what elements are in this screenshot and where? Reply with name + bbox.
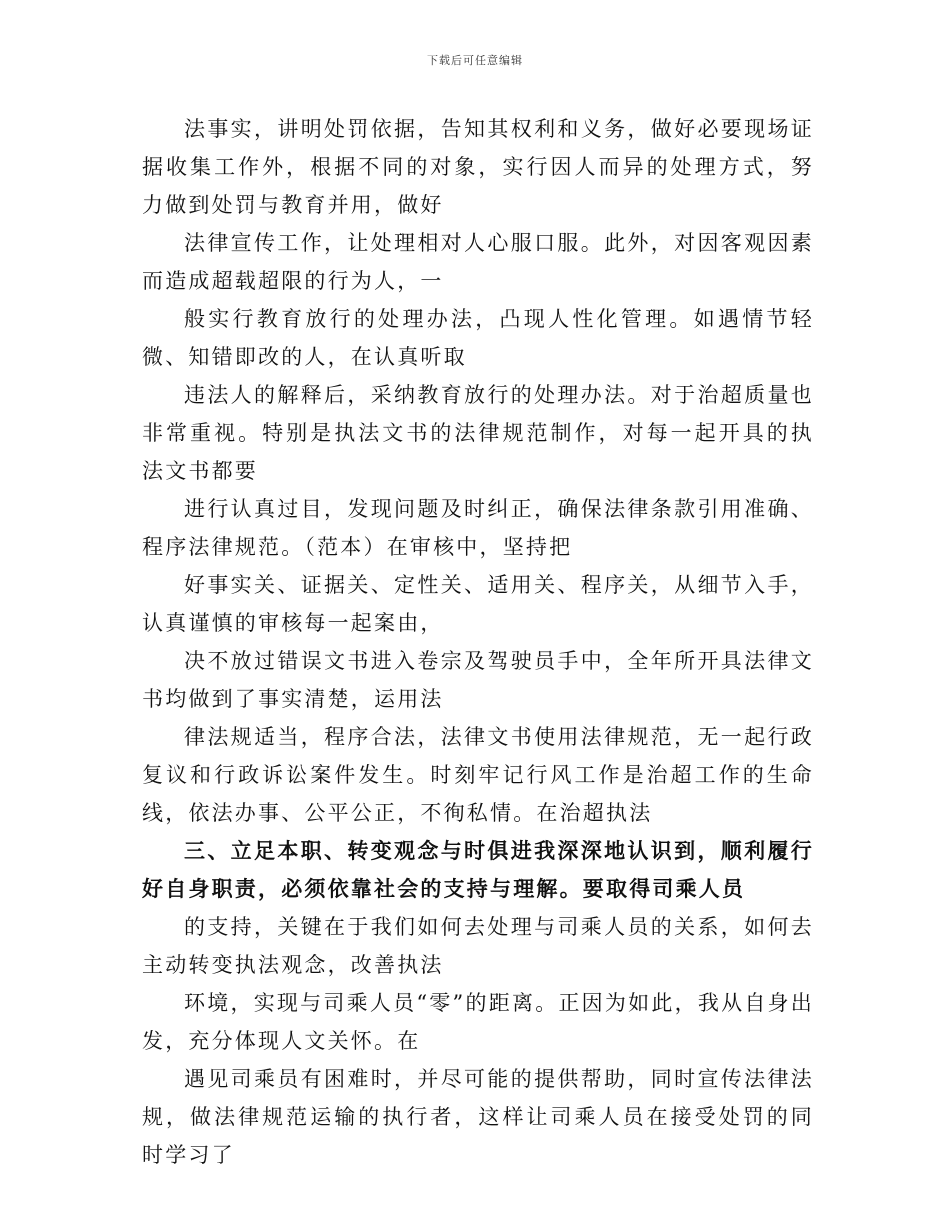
paragraph: 般实行教育放行的处理办法，凸现人性化管理。如遇情节轻微、知错即改的人，在认真听取	[142, 307, 814, 369]
paragraph: 律法规适当，程序合法，法律文书使用法律规范，无一起行政复议和行政诉讼案件发生。时刻牢记行风工作是治超工作的生命线，依法办事、公平公正，不徇私情。在治超执法	[142, 725, 814, 825]
page-header: 下载后可任意编辑	[427, 54, 523, 67]
paragraph: 遇见司乘员有困难时，并尽可能的提供帮助，同时宣传法律法规，做法律规范运输的执行者，这样让司乘人员在接受处罚的同时学习了	[142, 1067, 814, 1167]
paragraph: 法事实，讲明处罚依据，告知其权利和义务，做好必要现场证据收集工作外，根据不同的对象，实行因人而异的处理方式，努力做到处罚与教育并用，做好	[142, 117, 814, 217]
paragraph: 环境，实现与司乘人员“零”的距离。正因为如此，我从自身出发，充分体现人文关怀。在	[142, 991, 814, 1053]
section-heading-paragraph: 三、立足本职、转变观念与时俱进我深深地认识到，顺利履行好自身职责，必须依靠社会的支持与理解。要取得司乘人员	[142, 838, 814, 901]
paragraph: 的支持，关键在于我们如何去处理与司乘人员的关系，如何去主动转变执法观念，改善执法	[142, 915, 814, 977]
paragraph: 法律宣传工作，让处理相对人心服口服。此外，对因客观因素而造成超载超限的行为人，一	[142, 231, 814, 293]
paragraph: 决不放过错误文书进入卷宗及驾驶员手中，全年所开具法律文书均做到了事实清楚，运用法	[142, 649, 814, 711]
paragraph: 好事实关、证据关、定性关、适用关、程序关，从细节入手，认真谨慎的审核每一起案由，	[142, 573, 814, 635]
document-body	[142, 110, 814, 1174]
paragraph: 违法人的解释后，采纳教育放行的处理办法。对于治超质量也非常重视。特别是执法文书的法律规范制作，对每一起开具的执法文书都要	[142, 383, 814, 483]
paragraph: 进行认真过目，发现问题及时纠正，确保法律条款引用准确、程序法律规范。（范本）在审核中，坚持把	[142, 497, 814, 559]
